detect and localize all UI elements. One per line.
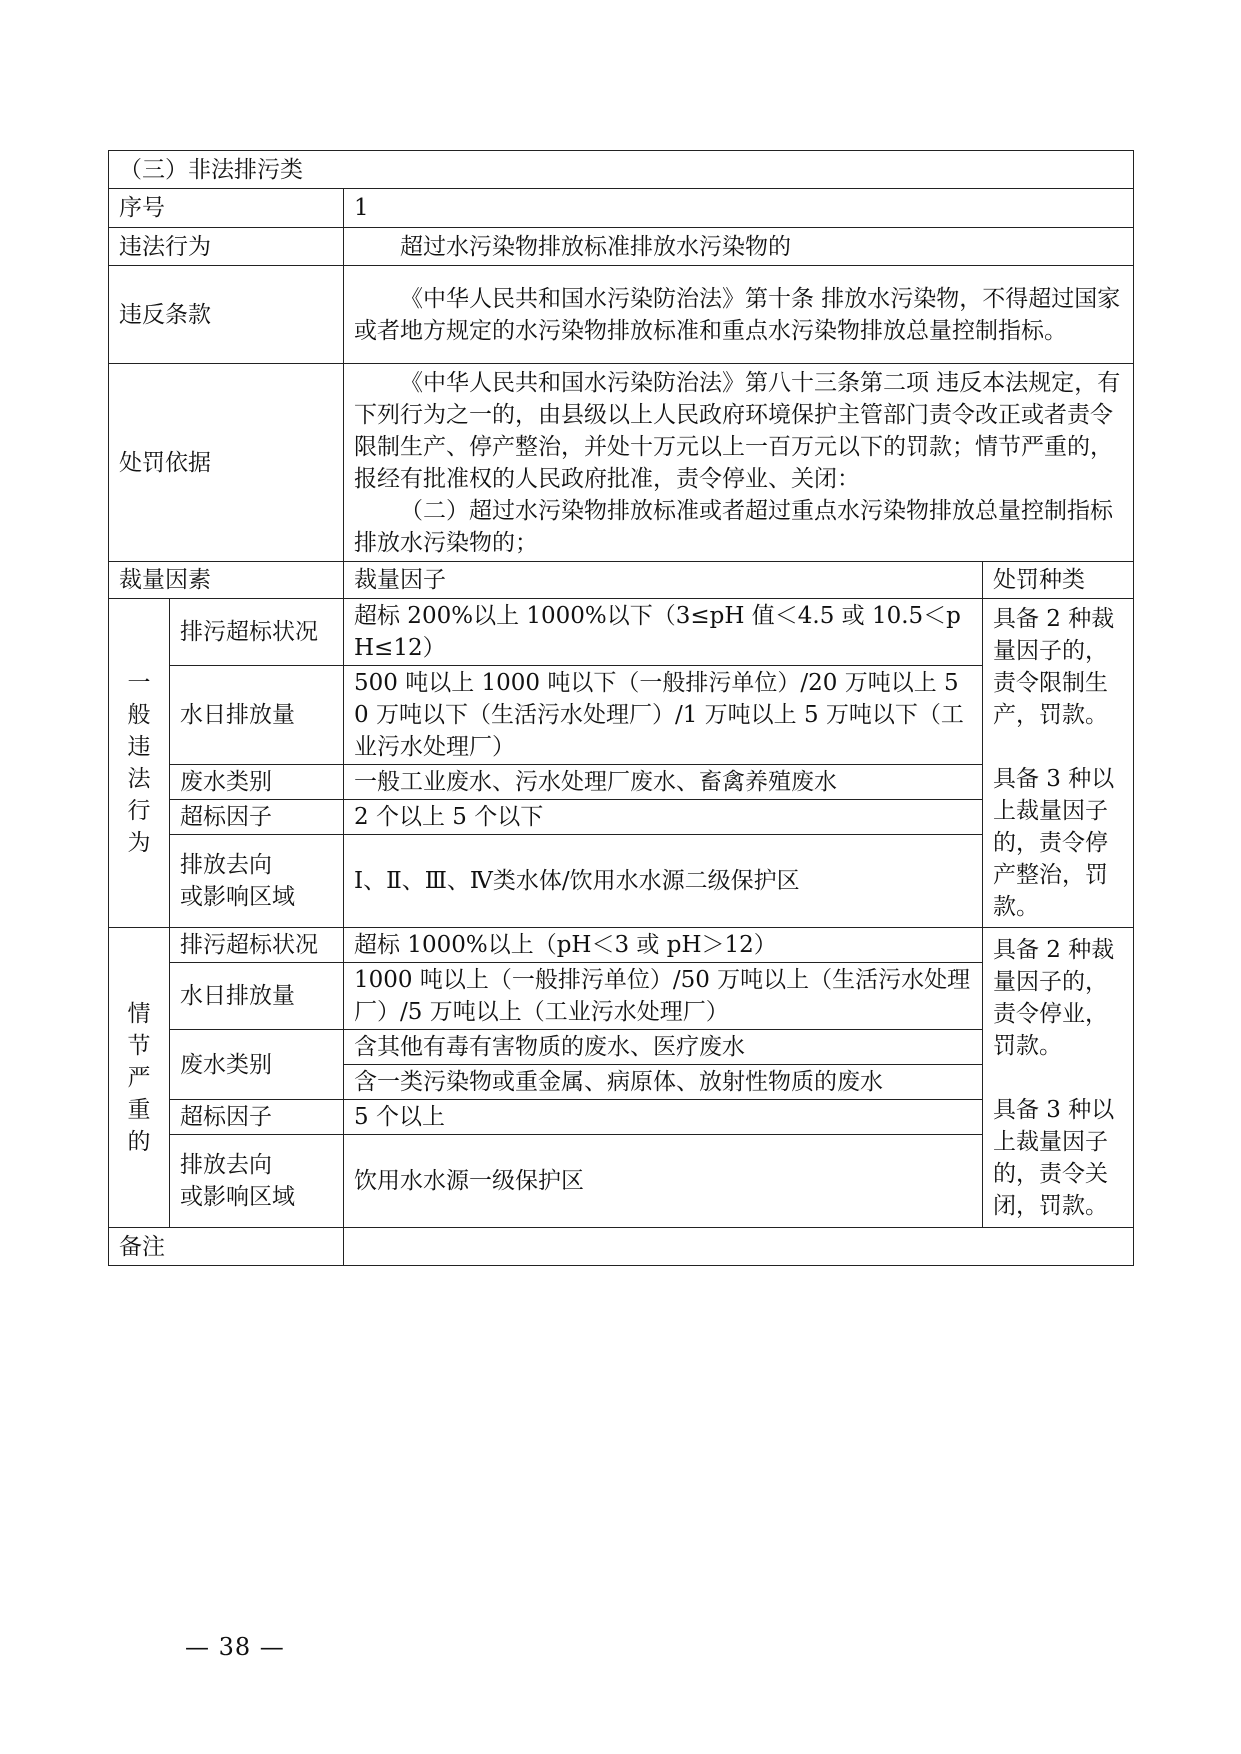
- serious-row: [109, 1135, 1134, 1228]
- section-title-row: [109, 151, 1134, 189]
- serious-row: [109, 1030, 1134, 1065]
- serious-group-text: 情节严重的: [127, 1000, 151, 1155]
- factor-detail: 饮用水水源一级保护区: [344, 1135, 983, 1228]
- factor-name: 超标因子: [170, 800, 344, 835]
- remarks-value: [344, 1228, 1134, 1266]
- factor-name: 废水类别: [170, 1030, 344, 1100]
- factor-name: 废水类别: [170, 765, 344, 800]
- factor-header-factors: 裁量因素: [109, 562, 344, 599]
- penalty-discretion-table: [108, 150, 1134, 1266]
- article-label: 违反条款: [109, 266, 344, 364]
- factor-name: [170, 1135, 344, 1228]
- factor-header-details: 裁量因子: [344, 562, 983, 599]
- factor-detail: 超标 200%以上 1000%以下（3≤pH 值＜4.5 或 10.5＜pH≤12）: [344, 599, 983, 666]
- general-group-text: 一般违法行为: [127, 670, 151, 856]
- factor-detail: 超标 1000%以上（pH＜3 或 pH＞12）: [344, 928, 983, 963]
- factor-name: 排污超标状况: [170, 928, 344, 963]
- factor-detail: 1000 吨以上（一般排污单位）/50 万吨以上（生活污水处理厂）/5 万吨以上（工业污水处理厂）: [344, 963, 983, 1030]
- article-row: [109, 266, 1134, 364]
- factor-detail: Ⅰ、Ⅱ、Ⅲ、Ⅳ类水体/饮用水水源二级保护区: [344, 835, 983, 928]
- serious-row: [109, 963, 1134, 1030]
- violation-label: 违法行为: [109, 228, 344, 266]
- factor-name-line-2: 或影响区域: [180, 1184, 295, 1210]
- general-group-label: [109, 599, 170, 928]
- remarks-row: [109, 1228, 1134, 1266]
- factor-name: 排污超标状况: [170, 599, 344, 666]
- factor-detail: 500 吨以上 1000 吨以下（一般排污单位）/20 万吨以上 50 万吨以下（生活污水处理厂）/1 万吨以上 5 万吨以下（工业污水处理厂）: [344, 666, 983, 765]
- factor-name-line-1: 排放去向: [180, 1152, 272, 1178]
- serious-penalty-1: 具备 2 种裁量因子的，责令停业，罚款。: [993, 936, 1115, 1059]
- factor-detail: 2 个以上 5 个以下: [344, 800, 983, 835]
- section-title: （三）非法排污类: [109, 151, 1134, 189]
- serious-row: [109, 928, 1134, 963]
- basis-paragraph-1: 《中华人民共和国水污染防治法》第八十三条第二项 违反本法规定，有下列行为之一的，由县级以上人民政府环境保护主管部门责令改正或者责令限制生产、停产整治，并处十万元以上一百万元以下的罚款；情节严重的，报经有批准权的人民政府批准，责令停业、关闭：: [354, 369, 1121, 492]
- general-row: [109, 800, 1134, 835]
- factor-detail: 5 个以上: [344, 1100, 983, 1135]
- basis-paragraph-2: （二）超过水污染物排放标准或者超过重点水污染物排放总量控制指标排放水污染物的；: [354, 497, 1113, 556]
- general-penalty-type: [983, 599, 1134, 928]
- factor-name: 水日排放量: [170, 963, 344, 1030]
- factor-detail: 含一类污染物或重金属、病原体、放射性物质的废水: [344, 1065, 983, 1100]
- violation-row: [109, 228, 1134, 266]
- general-penalty-1: 具备 2 种裁量因子的，责令限制生产，罚款。: [993, 606, 1115, 728]
- serial-row: [109, 189, 1134, 228]
- serious-penalty-2: 具备 3 种以上裁量因子的，责令关闭，罚款。: [993, 1096, 1115, 1219]
- serious-row: [109, 1100, 1134, 1135]
- basis-row: [109, 364, 1134, 562]
- factor-name-line-2: 或影响区域: [180, 884, 295, 910]
- factor-name: [170, 835, 344, 928]
- factor-detail: 含其他有毒有害物质的废水、医疗废水: [344, 1030, 983, 1065]
- general-row: [109, 835, 1134, 928]
- factor-name-line-1: 排放去向: [180, 852, 272, 878]
- factor-name: 超标因子: [170, 1100, 344, 1135]
- article-value: 《中华人民共和国水污染防治法》第十条 排放水污染物，不得超过国家或者地方规定的水污染物排放标准和重点水污染物排放总量控制指标。: [344, 266, 1134, 364]
- basis-label: 处罚依据: [109, 364, 344, 562]
- general-row: [109, 599, 1134, 666]
- serial-value: 1: [344, 189, 1134, 228]
- page-number: — 38 —: [185, 1633, 285, 1661]
- violation-value: 超过水污染物排放标准排放水污染物的: [344, 228, 1134, 266]
- factor-detail: 一般工业废水、污水处理厂废水、畜禽养殖废水: [344, 765, 983, 800]
- basis-value: [344, 364, 1134, 562]
- serious-penalty-type: [983, 928, 1134, 1228]
- factor-name: 水日排放量: [170, 666, 344, 765]
- factor-header-row: [109, 562, 1134, 599]
- general-row: [109, 666, 1134, 765]
- factor-header-penalty: 处罚种类: [983, 562, 1134, 599]
- general-penalty-2: 具备 3 种以上裁量因子的，责令停产整治，罚款。: [993, 766, 1115, 920]
- general-row: [109, 765, 1134, 800]
- serial-label: 序号: [109, 189, 344, 228]
- serious-group-label: [109, 928, 170, 1228]
- remarks-label: 备注: [109, 1228, 344, 1266]
